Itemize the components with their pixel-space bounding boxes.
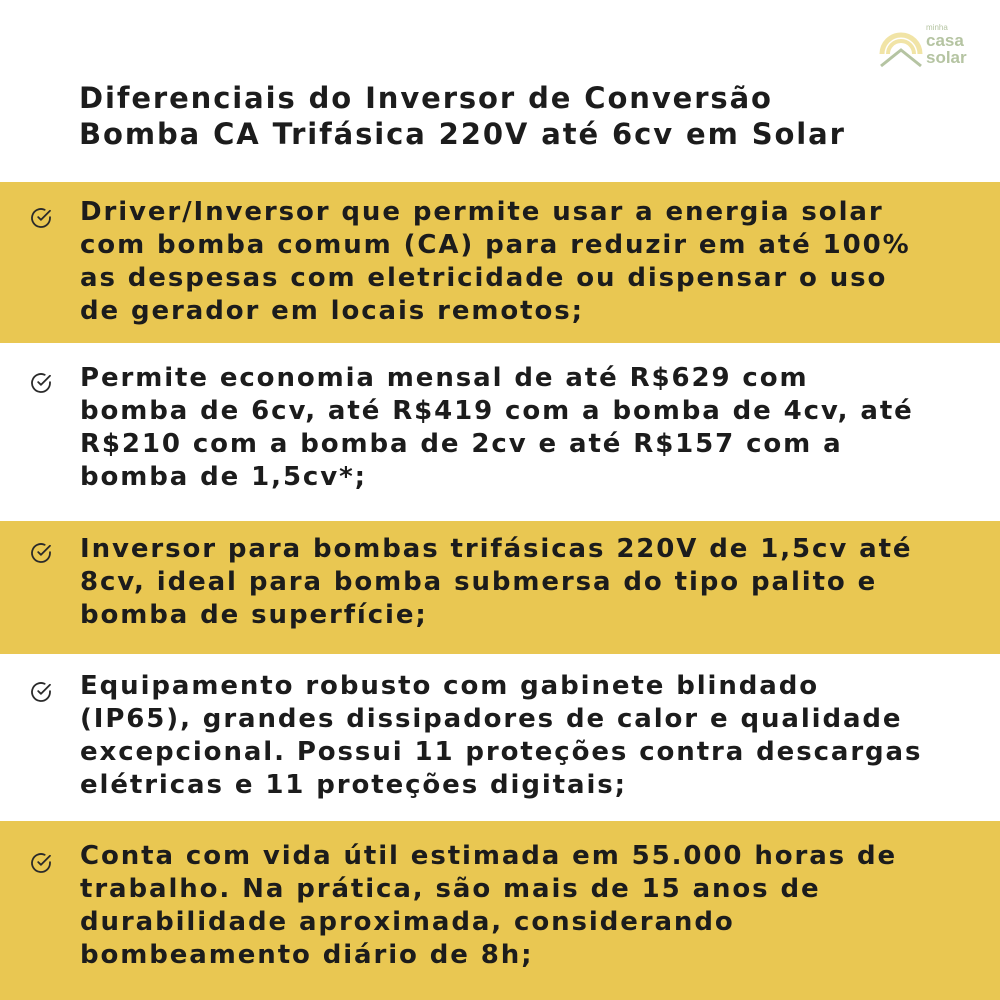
feature-text — [80, 840, 980, 972]
logo-wordmark — [926, 24, 967, 66]
feature-item-2 — [0, 343, 1000, 521]
feature-text — [80, 533, 980, 632]
feature-line: bomba de 6cv, até R$419 com a bomba de 4cv, até — [80, 396, 914, 426]
check-circle-icon — [29, 541, 53, 565]
feature-line: R$210 com a bomba de 2cv e até R$157 com a — [80, 429, 843, 459]
feature-text — [80, 362, 980, 494]
feature-text — [80, 670, 980, 802]
feature-line: de gerador em locais remotos; — [80, 296, 584, 326]
feature-line: bomba de 1,5cv*; — [80, 462, 367, 492]
feature-line: elétricas e 11 proteções digitais; — [80, 770, 627, 800]
feature-line: Inversor para bombas trifásicas 220V de 1,5cv até — [80, 534, 913, 564]
logo-line-2: casa — [926, 31, 964, 50]
feature-text — [80, 196, 980, 328]
feature-line: bombeamento diário de 8h; — [80, 940, 534, 970]
feature-line: Permite economia mensal de até R$629 com — [80, 363, 809, 393]
feature-item-1 — [0, 182, 1000, 343]
check-circle-icon — [29, 371, 53, 395]
feature-item-4 — [0, 654, 1000, 821]
logo-line-1: minha — [926, 23, 948, 32]
feature-line: com bomba comum (CA) para reduzir em até 100% — [80, 230, 911, 260]
check-circle-icon — [29, 206, 53, 230]
feature-line: trabalho. Na prática, são mais de 15 anos de — [80, 874, 821, 904]
feature-line: excepcional. Possui 11 proteções contra descargas — [80, 737, 923, 767]
feature-line: (IP65), grandes dissipadores de calor e qualidade — [80, 704, 903, 734]
feature-line: durabilidade aproximada, considerando — [80, 907, 735, 937]
page-title — [79, 80, 979, 152]
feature-line: as despesas com eletricidade ou dispensar o uso — [80, 263, 888, 293]
feature-line: Driver/Inversor que permite usar a energia solar — [80, 197, 884, 227]
feature-line: bomba de superfície; — [80, 600, 428, 630]
feature-line: Conta com vida útil estimada em 55.000 horas de — [80, 841, 898, 871]
title-line-1: Diferenciais do Inversor de Conversão — [79, 81, 773, 115]
check-circle-icon — [29, 851, 53, 875]
sun-house-logo-icon — [876, 24, 926, 72]
logo-line-3: solar — [926, 48, 967, 67]
feature-line: Equipamento robusto com gabinete blindado — [80, 671, 819, 701]
feature-item-3 — [0, 521, 1000, 654]
check-circle-icon — [29, 680, 53, 704]
feature-line: 8cv, ideal para bomba submersa do tipo palito e — [80, 567, 878, 597]
feature-item-5 — [0, 821, 1000, 1000]
title-line-2: Bomba CA Trifásica 220V até 6cv em Solar — [79, 117, 846, 151]
brand-logo — [876, 24, 986, 74]
